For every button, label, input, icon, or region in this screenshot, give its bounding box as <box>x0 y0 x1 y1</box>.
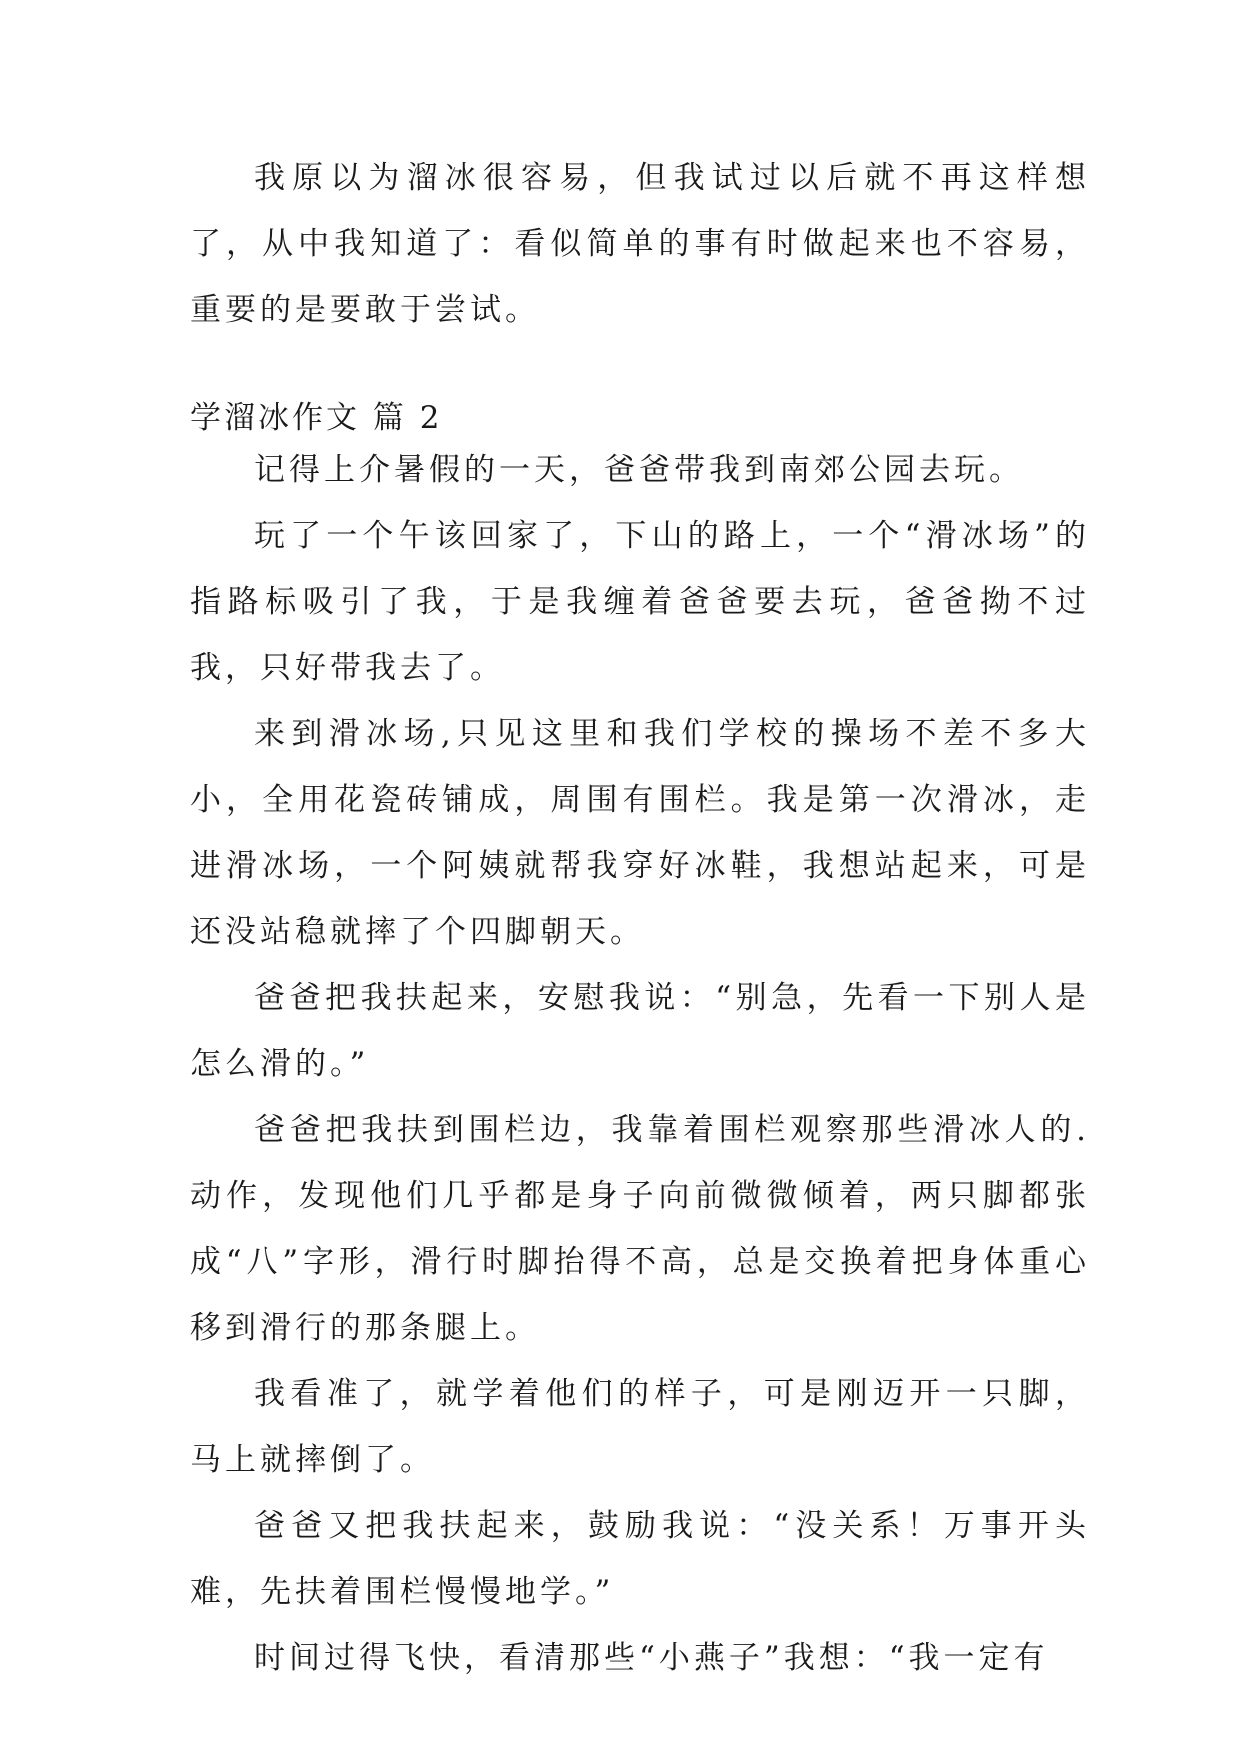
essay-body <box>190 437 1090 1691</box>
essay-paragraph: 爸爸把我扶起来，安慰我说：“别急，先看一下别人是怎么滑的。” <box>190 980 1090 1082</box>
essay-paragraph: 记得上介暑假的一天，爸爸带我到南郊公园去玩。 <box>254 452 1024 488</box>
essay-paragraph: 时间过得飞快，看清那些“小燕子”我想：“我一定有 <box>254 1640 1049 1676</box>
essay-paragraph: 来到滑冰场,只见这里和我们学校的操场不差不多大小，全用花瓷砖铺成，周围有围栏。我是第一次滑冰，走进滑冰场，一个阿姨就帮我穿好冰鞋，我想站起来，可是还没站稳就摔了个四脚朝天。 <box>190 716 1090 950</box>
essay-paragraph: 我看准了，就学着他们的样子，可是刚迈开一只脚，马上就摔倒了。 <box>190 1376 1090 1478</box>
intro-paragraph: 我原以为溜冰很容易，但我试过以后就不再这样想了，从中我知道了：看似简单的事有时做起来也不容易，重要的是要敢于尝试。 <box>190 160 1090 328</box>
essay-paragraph: 玩了一个午该回家了，下山的路上，一个“滑冰场”的指路标吸引了我，于是我缠着爸爸要去玩，爸爸拗不过我，只好带我去了。 <box>190 518 1090 686</box>
essay-paragraph: 爸爸把我扶到围栏边，我靠着围栏观察那些滑冰人的.动作，发现他们几乎都是身子向前微微倾着，两只脚都张成“八”字形，滑行时脚抬得不高，总是交换着把身体重心移到滑行的那条腿上。 <box>190 1112 1090 1346</box>
intro-block <box>190 145 1090 343</box>
essay-paragraph: 爸爸又把我扶起来，鼓励我说：“没关系！万事开头难，先扶着围栏慢慢地学。” <box>190 1508 1090 1610</box>
section-title: 学溜冰作文 篇 2 <box>190 400 443 436</box>
